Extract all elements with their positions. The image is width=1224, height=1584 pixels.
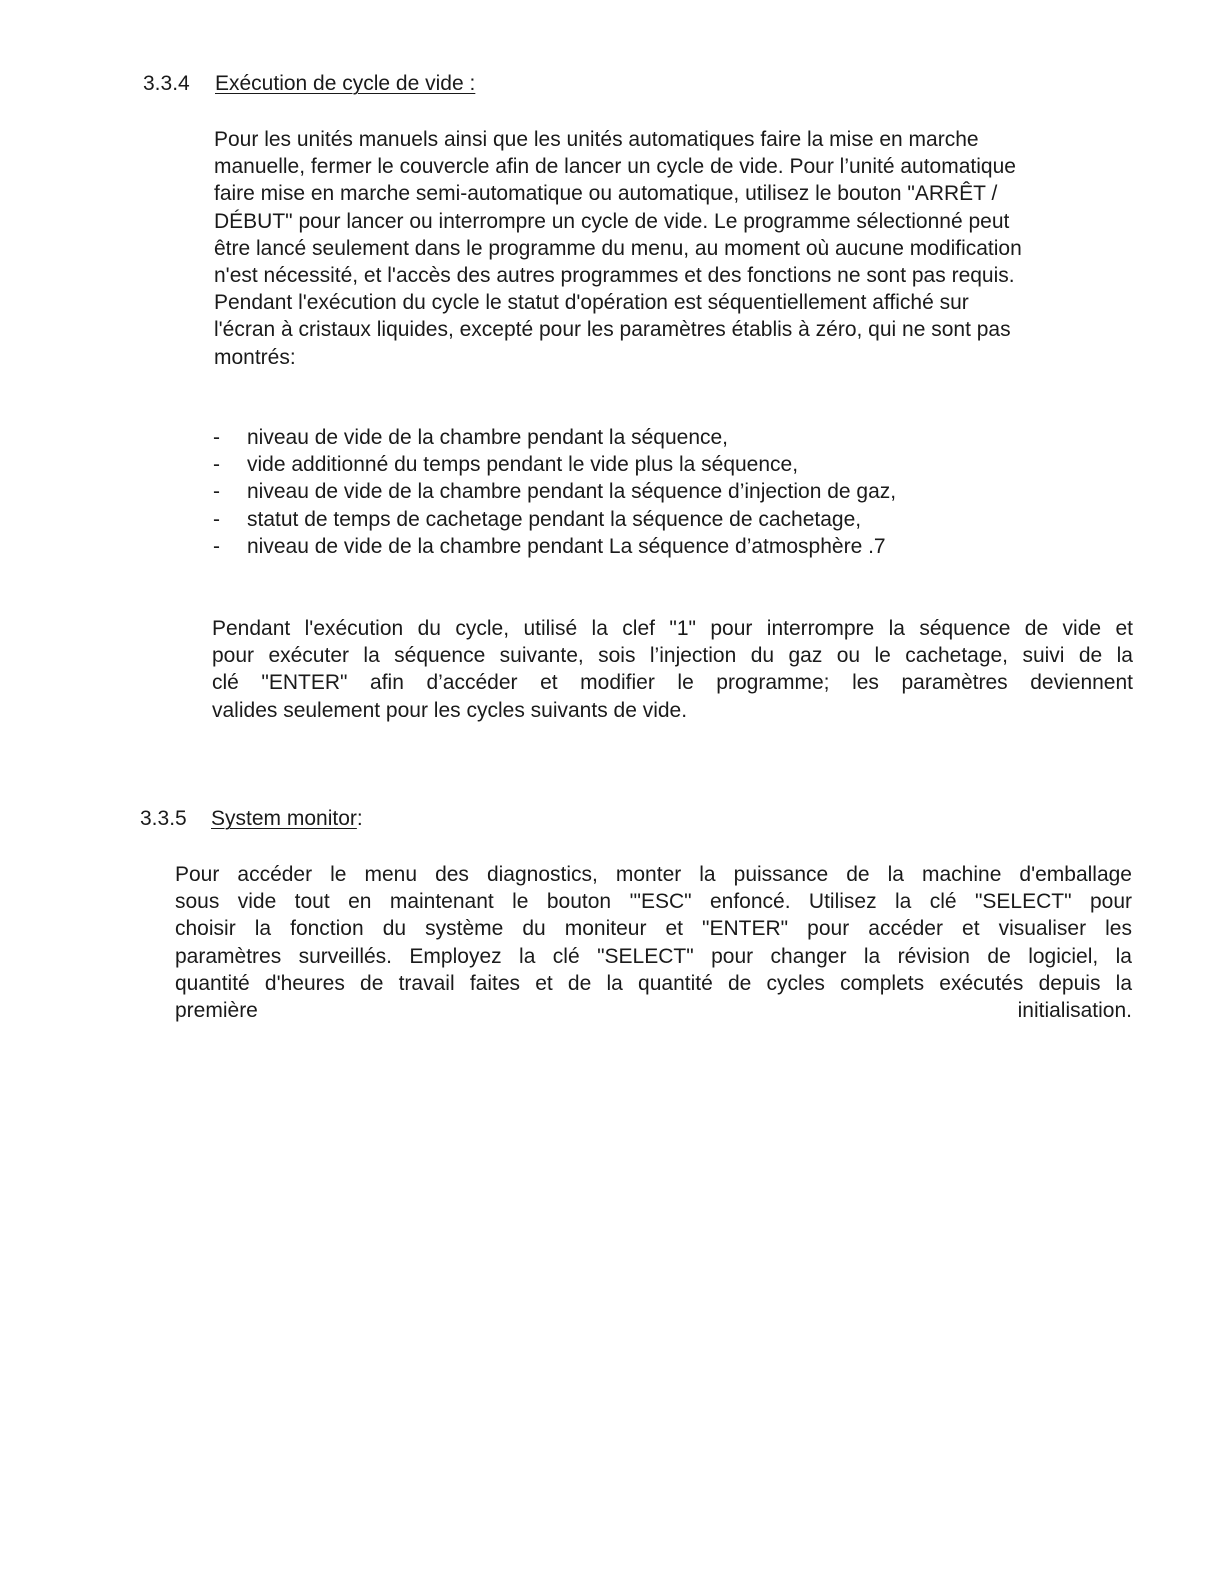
list-item-text: statut de temps de cachetage pendant la séquence de cachetage, xyxy=(247,507,862,531)
text-line: Pour accéder le menu des diagnostics, monter la puissance de la machine d'emballage xyxy=(175,863,1132,886)
list-item xyxy=(213,424,896,451)
text-line: manuelle, fermer le couvercle afin de lancer un cycle de vide. Pour l’unité automatique xyxy=(214,155,1016,179)
section-title: System monitor xyxy=(211,807,357,830)
section-334-paragraph-2 xyxy=(212,615,1133,724)
list-item-text: niveau de vide de la chambre pendant la séquence, xyxy=(247,426,729,449)
text-line: sous vide tout en maintenant le bouton '"ESC" enfoncé. Utilisez la clé "SELECT" pour xyxy=(175,890,1132,914)
text-line: DÉBUT" pour lancer ou interrompre un cycle de vide. Le programme sélectionné peut xyxy=(214,209,1010,233)
section-335-paragraph xyxy=(175,861,1132,1024)
text-line: montrés: xyxy=(214,345,296,369)
bullet-marker: - xyxy=(213,534,220,558)
section-title-suffix: : xyxy=(356,807,363,830)
text-line: Pendant l'exécution du cycle, utilisé la clef "1" pour interrompre la séquence de vide et xyxy=(212,617,1133,640)
section-heading-335 xyxy=(140,805,363,832)
list-item xyxy=(213,451,896,478)
text-line: pour exécuter la séquence suivante, sois l’injection du gaz ou le cachetage, suivi de la xyxy=(212,644,1133,668)
text-line: faire mise en marche semi-automatique ou automatique, utilisez le bouton "ARRÊT / xyxy=(214,182,998,206)
bullet-marker: - xyxy=(213,426,220,449)
bullet-marker: - xyxy=(213,507,220,531)
text-line: être lancé seulement dans le programme du menu, au moment où aucune modification xyxy=(214,236,1022,260)
list-item xyxy=(213,478,896,505)
text-line: Pour les unités manuels ainsi que les unités automatiques faire la mise en marche xyxy=(214,128,979,151)
text-line-left: première xyxy=(175,998,258,1022)
bullet-marker: - xyxy=(213,453,220,477)
list-item-text: niveau de vide de la chambre pendant La séquence d’atmosphère .7 xyxy=(247,534,886,558)
text-line-split xyxy=(175,997,1132,1024)
list-item-text: vide additionné du temps pendant le vide plus la séquence, xyxy=(247,453,799,477)
text-line: l'écran à cristaux liquides, excepté pour les paramètres établis à zéro, qui ne sont pas xyxy=(214,318,1011,342)
section-heading-334 xyxy=(143,70,475,97)
status-bullet-list xyxy=(213,424,896,560)
list-item-text: niveau de vide de la chambre pendant la séquence d’injection de gaz, xyxy=(247,480,897,504)
section-number: 3.3.4 xyxy=(143,72,190,95)
list-item xyxy=(213,533,896,560)
text-line: n'est nécessité, et l'accès des autres programmes et des fonctions ne sont pas requis. xyxy=(214,263,1015,287)
text-line: Pendant l'exécution du cycle le statut d'opération est séquentiellement affiché sur xyxy=(214,291,969,315)
text-line: quantité d'heures de travail faites et de la quantité de cycles complets exécutés depuis la xyxy=(175,971,1132,995)
section-334-paragraph xyxy=(214,126,1124,371)
section-number: 3.3.5 xyxy=(140,807,187,830)
text-line: clé "ENTER" afin d’accéder et modifier le programme; les paramètres deviennent xyxy=(212,671,1133,695)
text-line-right: initialisation. xyxy=(1017,998,1132,1022)
section-title: Exécution de cycle de vide : xyxy=(215,72,476,95)
text-line: valides seulement pour les cycles suivants de vide. xyxy=(212,698,688,722)
text-line: choisir la fonction du système du moniteur et "ENTER" pour accéder et visualiser les xyxy=(175,917,1132,941)
text-line: paramètres surveillés. Employez la clé "SELECT" pour changer la révision de logiciel, la xyxy=(175,944,1132,968)
bullet-marker: - xyxy=(213,480,220,504)
list-item xyxy=(213,506,896,533)
